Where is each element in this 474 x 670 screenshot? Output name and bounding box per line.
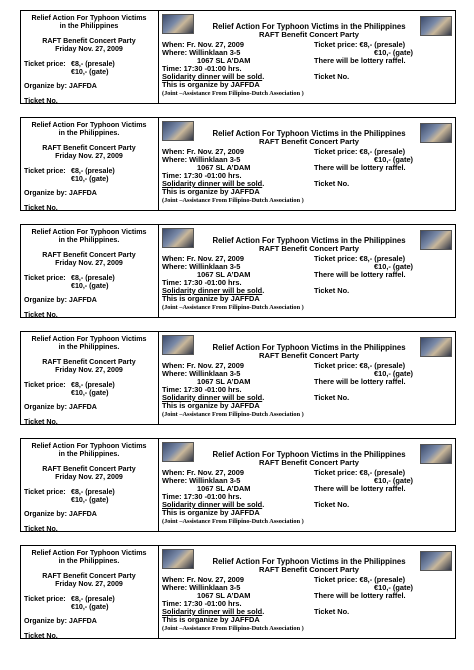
stub-title-line1: Relief Action For Typhoon Victims (31, 121, 147, 129)
stub-price-label: Ticket price: (24, 60, 66, 68)
ticket-stub (21, 11, 159, 103)
stub-title-line1: Relief Action For Typhoon Victims (31, 335, 147, 343)
ticket-price-line: Ticket price: €8,- (presale) (314, 575, 406, 584)
where-line: Where: Willinklaan 3-5 (162, 583, 241, 592)
stub-price-presale: €8,- (presale) (71, 488, 115, 496)
time-line: Time: 17:30 -01:00 hrs. (162, 492, 242, 501)
ticket-heading: Relief Action For Typhoon Victims in the Philippines (212, 236, 406, 245)
joint-line: (Joint –Assistance From Filipino-Dutch Association ) (162, 197, 304, 204)
ticket-heading: Relief Action For Typhoon Victims in the Philippines (212, 450, 406, 459)
main-ticket-no: Ticket No. (314, 72, 350, 81)
where-line: Where: Willinklaan 3-5 (162, 262, 241, 271)
ticket-6 (20, 545, 456, 639)
stub-price-gate: €10,- (gate) (71, 282, 109, 290)
main-ticket-no: Ticket No. (314, 607, 350, 616)
ticket-price-line: Ticket price: €8,- (presale) (314, 40, 406, 49)
lottery-line: There will be lottery raffel. (314, 163, 406, 172)
address-line: 1067 SL A’DAM (197, 163, 251, 172)
event-photo-right (420, 444, 452, 464)
ticket-subheading: RAFT Benefit Concert Party (259, 458, 359, 467)
dinner-end: . (262, 179, 265, 188)
where-line: Where: Willinklaan 3-5 (162, 476, 241, 485)
organize-line: This is organize by JAFFDA (162, 508, 260, 517)
ticket-4 (20, 331, 456, 425)
time-line: Time: 17:30 -01:00 hrs. (162, 385, 242, 394)
stub-price-presale: €8,- (presale) (71, 60, 115, 68)
stub-ticket-no: Ticket No. (24, 204, 58, 212)
dinner-text: Solidarity dinner will be sold (162, 500, 263, 509)
stub-price-label: Ticket price: (24, 274, 66, 282)
stub-organizer: Organize by: JAFFDA (24, 510, 97, 518)
lottery-line: There will be lottery raffel. (314, 377, 406, 386)
ticket-main (159, 225, 455, 317)
where-line: Where: Willinklaan 3-5 (162, 48, 241, 57)
stub-event-date: Friday Nov. 27, 2009 (55, 152, 123, 160)
event-photo-right (420, 337, 452, 357)
where-line: Where: Willinklaan 3-5 (162, 369, 241, 378)
time-line: Time: 17:30 -01:00 hrs. (162, 278, 242, 287)
stub-event-name: RAFT Benefit Concert Party (42, 465, 136, 473)
address-line: 1067 SL A’DAM (197, 270, 251, 279)
stub-event-name: RAFT Benefit Concert Party (42, 251, 136, 259)
event-photo-right (420, 123, 452, 143)
stub-event-date: Friday Nov. 27, 2009 (55, 473, 123, 481)
ticket-heading: Relief Action For Typhoon Victims in the Philippines (212, 343, 406, 352)
stub-title-line1: Relief Action For Typhoon Victims (31, 228, 147, 236)
ticket-main (159, 118, 455, 210)
ticket-stub (21, 118, 159, 210)
lottery-line: There will be lottery raffel. (314, 56, 406, 65)
ticket-heading: Relief Action For Typhoon Victims in the Philippines (212, 22, 406, 31)
gate-price-line: €10,- (gate) (374, 262, 414, 271)
stub-price-label: Ticket price: (24, 595, 66, 603)
dinner-end: . (262, 286, 265, 295)
stub-event-date: Friday Nov. 27, 2009 (55, 580, 123, 588)
event-photo-left (162, 228, 194, 248)
address-line: 1067 SL A’DAM (197, 591, 251, 600)
stub-organizer: Organize by: JAFFDA (24, 617, 97, 625)
stub-price-gate: €10,- (gate) (71, 68, 109, 76)
lottery-line: There will be lottery raffel. (314, 591, 406, 600)
ticket-stub (21, 546, 159, 638)
when-line: When: Fr. Nov. 27, 2009 (162, 40, 245, 49)
ticket-price-line: Ticket price: €8,- (presale) (314, 468, 406, 477)
ticket-subheading: RAFT Benefit Concert Party (259, 30, 359, 39)
dinner-text: Solidarity dinner will be sold (162, 179, 263, 188)
lottery-line: There will be lottery raffel. (314, 270, 406, 279)
event-photo-left (162, 335, 194, 355)
stub-ticket-no: Ticket No. (24, 525, 58, 533)
event-photo-right (420, 551, 452, 571)
ticket-subheading: RAFT Benefit Concert Party (259, 565, 359, 574)
stub-event-name: RAFT Benefit Concert Party (42, 572, 136, 580)
stub-ticket-no: Ticket No. (24, 632, 58, 640)
stub-ticket-no: Ticket No. (24, 311, 58, 319)
dinner-end: . (262, 500, 265, 509)
lottery-line: There will be lottery raffel. (314, 484, 406, 493)
organize-line: This is organize by JAFFDA (162, 401, 260, 410)
when-line: When: Fr. Nov. 27, 2009 (162, 361, 245, 370)
stub-title-line2: in the Philippines. (58, 557, 120, 565)
stub-price-gate: €10,- (gate) (71, 389, 109, 397)
ticket-main (159, 11, 455, 103)
ticket-main (159, 546, 455, 638)
dinner-end: . (262, 607, 265, 616)
stub-title-line1: Relief Action For Typhoon Victims (31, 549, 147, 557)
stub-title-line1: Relief Action For Typhoon Victims (31, 14, 147, 22)
ticket-subheading: RAFT Benefit Concert Party (259, 351, 359, 360)
ticket-main (159, 439, 455, 531)
time-line: Time: 17:30 -01:00 hrs. (162, 64, 242, 73)
gate-price-line: €10,- (gate) (374, 583, 414, 592)
ticket-price-line: Ticket price: €8,- (presale) (314, 147, 406, 156)
address-line: 1067 SL A’DAM (197, 484, 251, 493)
ticket-5 (20, 438, 456, 532)
ticket-1 (20, 10, 456, 104)
stub-price-label: Ticket price: (24, 381, 66, 389)
stub-title-line2: in the Philippines. (58, 450, 120, 458)
ticket-main (159, 332, 455, 424)
stub-event-date: Friday Nov. 27, 2009 (55, 45, 123, 53)
stub-title-line1: Relief Action For Typhoon Victims (31, 442, 147, 450)
event-photo-right (420, 16, 452, 36)
ticket-heading: Relief Action For Typhoon Victims in the Philippines (212, 129, 406, 138)
dinner-text: Solidarity dinner will be sold (162, 393, 263, 402)
stub-price-gate: €10,- (gate) (71, 175, 109, 183)
ticket-price-line: Ticket price: €8,- (presale) (314, 254, 406, 263)
ticket-stub (21, 332, 159, 424)
dinner-text: Solidarity dinner will be sold (162, 286, 263, 295)
gate-price-line: €10,- (gate) (374, 155, 414, 164)
main-ticket-no: Ticket No. (314, 500, 350, 509)
stub-event-name: RAFT Benefit Concert Party (42, 358, 136, 366)
stub-organizer: Organize by: JAFFDA (24, 82, 97, 90)
ticket-subheading: RAFT Benefit Concert Party (259, 244, 359, 253)
joint-line: (Joint –Assistance From Filipino-Dutch Association ) (162, 90, 304, 97)
stub-price-label: Ticket price: (24, 167, 66, 175)
organize-line: This is organize by JAFFDA (162, 187, 260, 196)
main-ticket-no: Ticket No. (314, 286, 350, 295)
stub-organizer: Organize by: JAFFDA (24, 296, 97, 304)
where-line: Where: Willinklaan 3-5 (162, 155, 241, 164)
time-line: Time: 17:30 -01:00 hrs. (162, 171, 242, 180)
gate-price-line: €10,- (gate) (374, 48, 414, 57)
stub-title-line2: in the Philippines. (58, 343, 120, 351)
event-photo-left (162, 14, 194, 34)
organize-line: This is organize by JAFFDA (162, 615, 260, 624)
stub-ticket-no: Ticket No. (24, 97, 58, 105)
event-photo-left (162, 442, 194, 462)
address-line: 1067 SL A’DAM (197, 56, 251, 65)
joint-line: (Joint –Assistance From Filipino-Dutch Association ) (162, 625, 304, 632)
stub-title-line2: in the Philippines (59, 22, 119, 30)
organize-line: This is organize by JAFFDA (162, 294, 260, 303)
stub-price-presale: €8,- (presale) (71, 167, 115, 175)
address-line: 1067 SL A’DAM (197, 377, 251, 386)
joint-line: (Joint –Assistance From Filipino-Dutch Association ) (162, 411, 304, 418)
main-ticket-no: Ticket No. (314, 179, 350, 188)
event-photo-left (162, 121, 194, 141)
ticket-price-line: Ticket price: €8,- (presale) (314, 361, 406, 370)
dinner-end: . (262, 72, 265, 81)
stub-price-presale: €8,- (presale) (71, 381, 115, 389)
event-photo-left (162, 549, 194, 569)
ticket-3 (20, 224, 456, 318)
stub-price-label: Ticket price: (24, 488, 66, 496)
ticket-2 (20, 117, 456, 211)
when-line: When: Fr. Nov. 27, 2009 (162, 254, 245, 263)
stub-title-line2: in the Philippines. (58, 129, 120, 137)
time-line: Time: 17:30 -01:00 hrs. (162, 599, 242, 608)
stub-organizer: Organize by: JAFFDA (24, 189, 97, 197)
stub-price-gate: €10,- (gate) (71, 603, 109, 611)
organize-line: This is organize by JAFFDA (162, 80, 260, 89)
stub-event-name: RAFT Benefit Concert Party (42, 144, 136, 152)
stub-title-line2: in the Philippines. (58, 236, 120, 244)
main-ticket-no: Ticket No. (314, 393, 350, 402)
stub-price-gate: €10,- (gate) (71, 496, 109, 504)
event-photo-right (420, 230, 452, 250)
gate-price-line: €10,- (gate) (374, 476, 414, 485)
ticket-heading: Relief Action For Typhoon Victims in the Philippines (212, 557, 406, 566)
gate-price-line: €10,- (gate) (374, 369, 414, 378)
when-line: When: Fr. Nov. 27, 2009 (162, 147, 245, 156)
stub-price-presale: €8,- (presale) (71, 274, 115, 282)
ticket-stub (21, 439, 159, 531)
stub-event-date: Friday Nov. 27, 2009 (55, 366, 123, 374)
ticket-subheading: RAFT Benefit Concert Party (259, 137, 359, 146)
when-line: When: Fr. Nov. 27, 2009 (162, 575, 245, 584)
dinner-text: Solidarity dinner will be sold (162, 72, 263, 81)
dinner-end: . (262, 393, 265, 402)
dinner-text: Solidarity dinner will be sold (162, 607, 263, 616)
stub-price-presale: €8,- (presale) (71, 595, 115, 603)
stub-event-name: RAFT Benefit Concert Party (42, 37, 136, 45)
ticket-stub (21, 225, 159, 317)
when-line: When: Fr. Nov. 27, 2009 (162, 468, 245, 477)
stub-event-date: Friday Nov. 27, 2009 (55, 259, 123, 267)
joint-line: (Joint –Assistance From Filipino-Dutch Association ) (162, 304, 304, 311)
stub-ticket-no: Ticket No. (24, 418, 58, 426)
joint-line: (Joint –Assistance From Filipino-Dutch Association ) (162, 518, 304, 525)
stub-organizer: Organize by: JAFFDA (24, 403, 97, 411)
